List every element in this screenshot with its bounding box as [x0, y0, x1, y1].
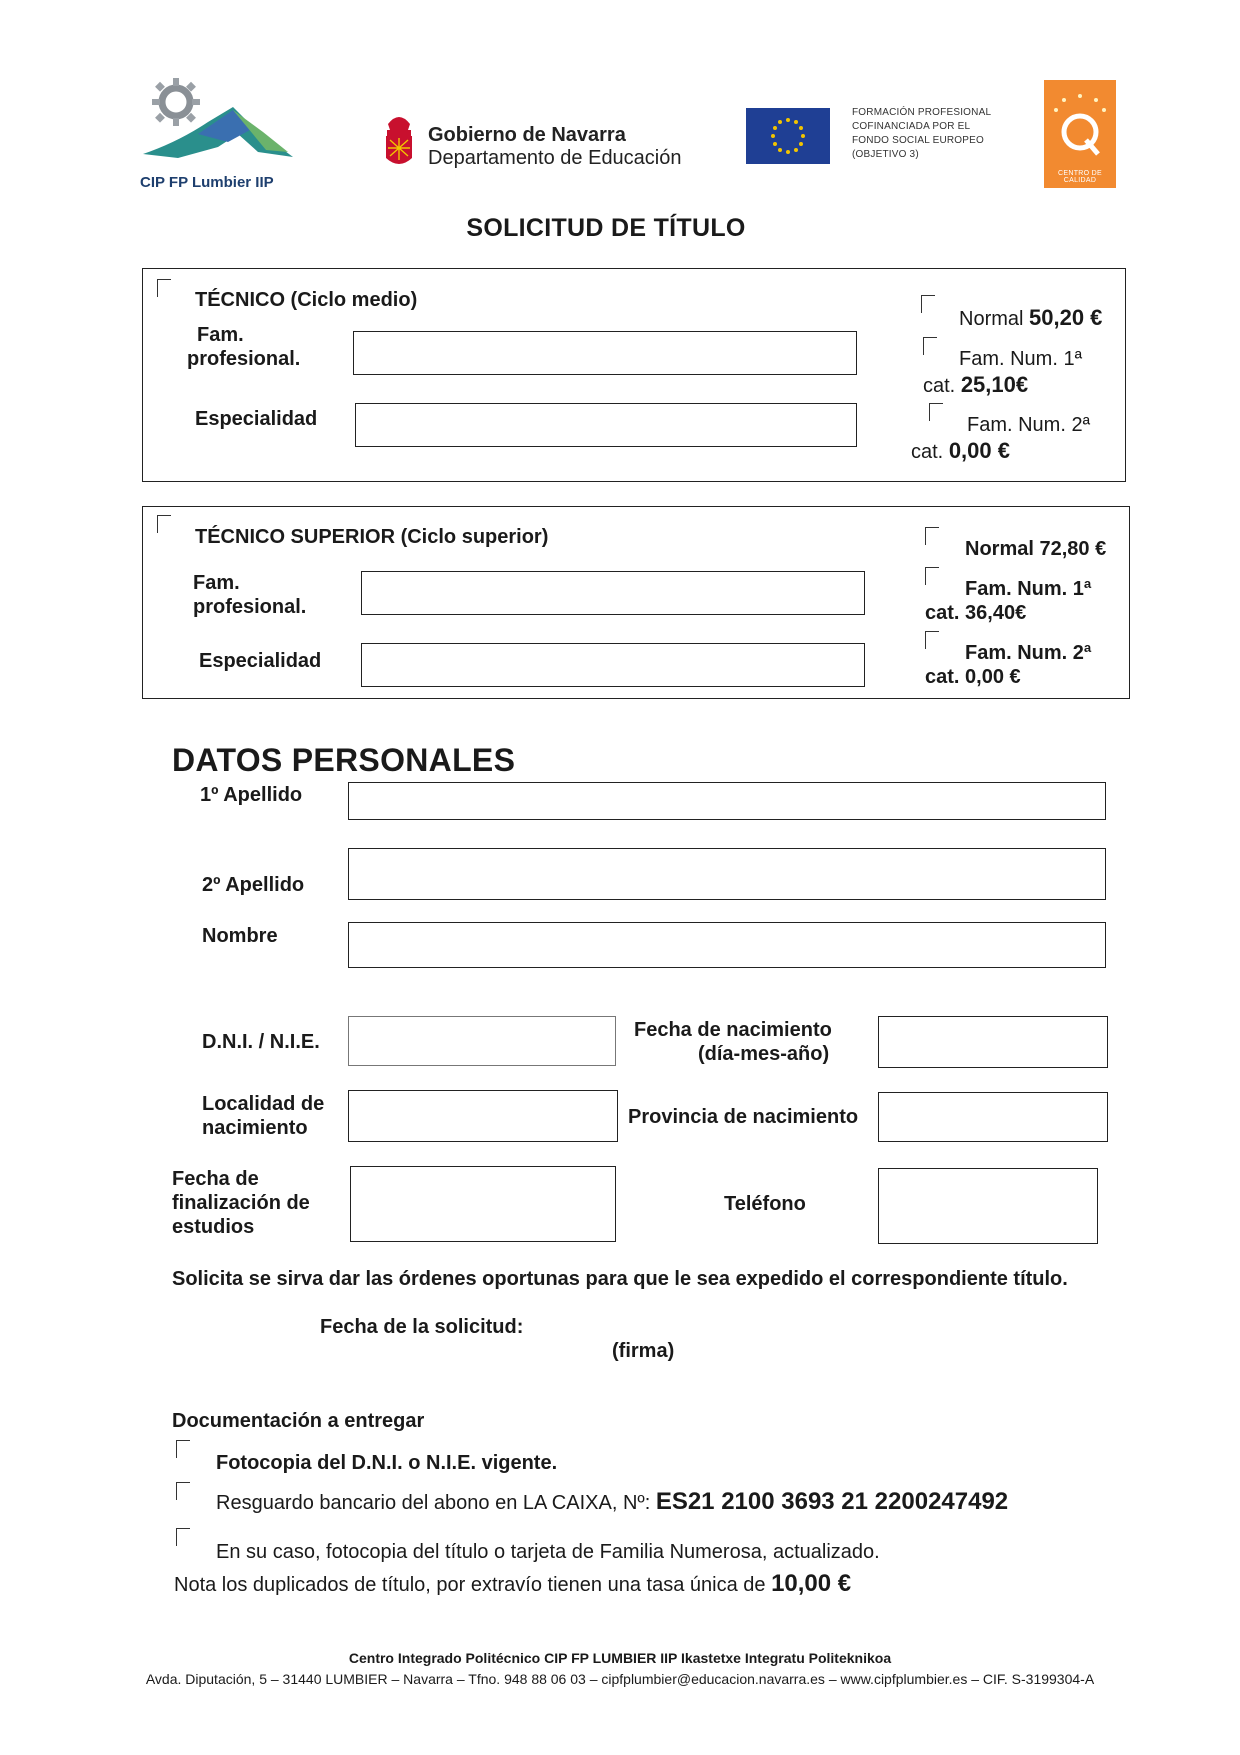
superior-opt2-checkbox[interactable] [925, 567, 939, 585]
tecnico-opt2-checkbox[interactable] [923, 337, 937, 355]
personal-heading: DATOS PERSONALES [172, 742, 516, 778]
fecha-fin-label-2: finalización de [172, 1192, 310, 1214]
superior-heading: TÉCNICO SUPERIOR (Ciclo superior) [195, 526, 549, 548]
tecnico-heading: TÉCNICO (Ciclo medio) [195, 289, 418, 311]
fecha-fin-label-3: estudios [172, 1216, 255, 1238]
telefono-label: Teléfono [724, 1193, 806, 1215]
docs-heading: Documentación a entregar [172, 1410, 425, 1432]
doc3-checkbox[interactable] [176, 1528, 190, 1546]
fecha-nacimiento-input[interactable] [878, 1016, 1108, 1068]
page-title: SOLICITUD DE TÍTULO [466, 214, 746, 242]
navarra-shield-icon [384, 110, 414, 170]
eu-flag [746, 108, 830, 164]
superior-opt3-text: Fam. Num. 2ª [965, 642, 1092, 664]
navarra-line-1: Gobierno de Navarra [428, 124, 626, 146]
apellido2-input[interactable] [348, 848, 1106, 900]
cip-logo-text: CIP FP Lumbier IIP [140, 174, 274, 191]
fse-line: FORMACIÓN PROFESIONAL [852, 107, 992, 118]
tecnico-opt1 [959, 305, 1102, 332]
fse-line: FONDO SOCIAL EUROPEO [852, 135, 984, 146]
tecnico-opt1-price: 50,20 € [1029, 305, 1103, 330]
doc1-checkbox[interactable] [176, 1440, 190, 1458]
eu-stars-icon [746, 108, 830, 164]
doc1-text: Fotocopia del D.N.I. o N.I.E. vigente. [216, 1452, 558, 1474]
tecnico-esp-input[interactable] [355, 403, 857, 447]
nombre-label: Nombre [202, 925, 278, 947]
provincia-label: Provincia de nacimiento [628, 1106, 859, 1128]
superior-fam-input[interactable] [361, 571, 865, 615]
superior-fam-label-2: profesional. [193, 596, 307, 618]
cip-gear-mountain-icon [138, 72, 298, 172]
navarra-logo [384, 110, 684, 172]
superior-fam-label-1: Fam. [193, 572, 240, 594]
tecnico-opt2-cat-label: cat. [923, 375, 956, 397]
footer-line-2: Avda. Diputación, 5 – 31440 LUMBIER – Navarra – Tfno. 948 88 06 03 – cipfplumbier@educacion.navarra.es – www.cipfplumbier.es – CIF. S-3199304-A [145, 1671, 1095, 1687]
superior-section [142, 506, 1130, 699]
apellido1-label: 1º Apellido [200, 784, 303, 806]
tecnico-fam-label-2: profesional. [187, 348, 301, 370]
nombre-input[interactable] [348, 922, 1106, 968]
tecnico-opt2-text: Fam. Num. 1ª [959, 348, 1082, 370]
quality-label: CENTRO DE CALIDAD [1058, 170, 1102, 184]
fse-line: (OBJETIVO 3) [852, 149, 919, 160]
dni-input[interactable] [348, 1016, 616, 1066]
fecha-nacimiento-label-2: (día-mes-año) [698, 1043, 830, 1065]
tecnico-opt2-price: 25,10€ [960, 372, 1029, 397]
superior-opt1-checkbox[interactable] [925, 527, 939, 545]
fecha-fin-label-1: Fecha de [172, 1168, 259, 1190]
apellido2-label: 2º Apellido [202, 874, 305, 896]
apellido1-input[interactable] [348, 782, 1106, 820]
tecnico-opt1-checkbox[interactable] [921, 295, 935, 313]
tecnico-opt3-cat [911, 438, 1010, 465]
tecnico-fam-label-1: Fam. [197, 324, 244, 346]
footer-line-1: Centro Integrado Politécnico CIP FP LUMBIER IIP Ikastetxe Integratu Politeknikoa [348, 1650, 892, 1666]
localidad-input[interactable] [348, 1090, 618, 1142]
tecnico-fam-input[interactable] [353, 331, 857, 375]
navarra-line-2: Departamento de Educación [428, 147, 682, 169]
tecnico-opt3-text: Fam. Num. 2ª [967, 414, 1090, 436]
localidad-label-2: nacimiento [202, 1117, 308, 1139]
fse-line: COFINANCIADA POR EL [852, 121, 971, 132]
fecha-nacimiento-label-1: Fecha de nacimiento [634, 1019, 832, 1041]
doc2-line [216, 1490, 1008, 1515]
cip-logo [138, 72, 298, 192]
tecnico-opt2-cat [923, 372, 1028, 399]
superior-opt3-checkbox[interactable] [925, 631, 939, 649]
superior-opt1-text: Normal 72,80 € [965, 538, 1107, 560]
doc2-iban: ES21 2100 3693 21 2200247492 [655, 1488, 1009, 1515]
doc2-checkbox[interactable] [176, 1482, 190, 1500]
quality-logo [1044, 80, 1116, 188]
tecnico-section [142, 268, 1126, 482]
provincia-input[interactable] [878, 1092, 1108, 1142]
tecnico-opt3-price: 0,00 € [948, 438, 1010, 463]
doc3-text: En su caso, fotocopia del título o tarjeta de Familia Numerosa, actualizado. [216, 1541, 880, 1563]
nota-text: Nota los duplicados de título, por extravío tienen una tasa única de [174, 1574, 766, 1596]
request-text: Solicita se sirva dar las órdenes oportunas para que le sea expedido el correspondiente título. [172, 1268, 1068, 1290]
tecnico-opt3-checkbox[interactable] [929, 403, 943, 421]
fecha-fin-input[interactable] [350, 1166, 616, 1242]
superior-esp-input[interactable] [361, 643, 865, 687]
tecnico-opt1-text: Normal [959, 308, 1024, 330]
tecnico-esp-label: Especialidad [195, 408, 318, 430]
superior-opt2-cat: cat. 36,40€ [925, 602, 1027, 624]
dni-label: D.N.I. / N.I.E. [202, 1031, 320, 1053]
nota-line [174, 1572, 851, 1597]
firma-label: (firma) [612, 1340, 675, 1362]
superior-opt3-cat: cat. 0,00 € [925, 666, 1021, 688]
superior-checkbox[interactable] [157, 515, 171, 533]
quality-q-icon [1044, 80, 1116, 170]
tecnico-checkbox[interactable] [157, 279, 171, 297]
fse-text [852, 106, 1002, 162]
nota-price: 10,00 € [771, 1570, 852, 1597]
localidad-label-1: Localidad de [202, 1093, 325, 1115]
fecha-solicitud-label: Fecha de la solicitud: [320, 1316, 524, 1338]
telefono-input[interactable] [878, 1168, 1098, 1244]
superior-opt2-text: Fam. Num. 1ª [965, 578, 1092, 600]
superior-esp-label: Especialidad [199, 650, 322, 672]
doc2-text: Resguardo bancario del abono en LA CAIXA, Nº: [216, 1492, 651, 1514]
tecnico-opt3-cat-label: cat. [911, 441, 944, 463]
